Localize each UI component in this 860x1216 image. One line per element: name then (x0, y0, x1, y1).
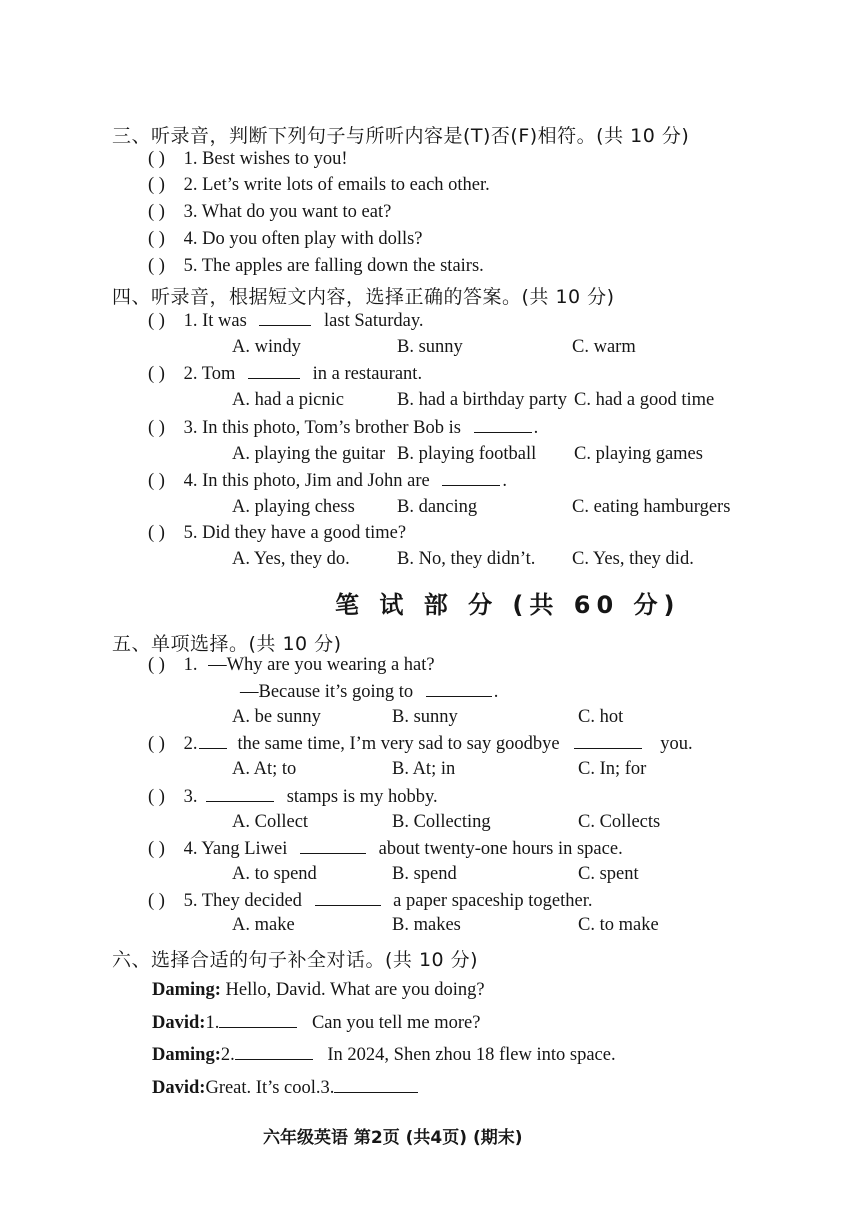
list-item (148, 149, 348, 170)
item-number: 2. (220, 1045, 235, 1065)
question-text: about twenty-one hours in space. (378, 839, 623, 859)
dialogue-line (152, 1044, 616, 1066)
dialogue-line (152, 1077, 418, 1099)
option-a: A. be sunny (232, 707, 321, 727)
answer-blank (315, 890, 381, 906)
page-footer: 六年级英语 第2页 (共4页) (期末) (263, 1128, 523, 1148)
option-c: C. Yes, they did. (572, 549, 694, 569)
question-text: in a restaurant. (312, 364, 423, 384)
question-row (148, 363, 422, 385)
question-text: . (493, 682, 499, 702)
question-row (240, 681, 498, 703)
answer-blank (219, 1012, 297, 1028)
item-number: 1. (183, 311, 198, 331)
option-a: A. Yes, they do. (232, 549, 350, 569)
question-text: —Because it’s going to (240, 682, 414, 702)
answer-blank (426, 681, 492, 697)
part5-heading: 五、单项选择。(共 10 分) (112, 633, 342, 655)
part3-heading: 三、听录音，判断下列句子与所听内容是(T)否(F)相符。(共 10 分) (112, 125, 690, 147)
answer-paren: ( ) (148, 839, 165, 859)
answer-paren: ( ) (148, 175, 165, 195)
question-row (148, 470, 507, 492)
answer-blank (259, 310, 311, 326)
question-row (148, 523, 406, 544)
item-number: 4. (183, 471, 198, 491)
option-b: B. sunny (392, 707, 458, 727)
written-section-title: 笔 试 部 分 (共 60 分) (335, 591, 681, 619)
part4-heading: 四、听录音，根据短文内容，选择正确的答案。(共 10 分) (112, 286, 615, 308)
answer-paren: ( ) (148, 734, 165, 754)
list-item (148, 229, 423, 250)
list-item (148, 202, 391, 223)
item-number: 3. (183, 418, 198, 438)
question-text: Yang Liwei (201, 839, 288, 859)
option-a: A. playing chess (232, 497, 355, 517)
item-number: 4. (183, 839, 198, 859)
speaker-label: Daming: (152, 1045, 221, 1065)
item-text: Do you often play with dolls? (202, 229, 423, 249)
question-text: Did they have a good time? (202, 523, 407, 543)
option-a: A. Collect (232, 812, 309, 832)
question-text: It was (202, 311, 247, 331)
dialogue-text: Can you tell me more? (311, 1013, 481, 1033)
question-row (148, 310, 424, 332)
answer-paren: ( ) (148, 418, 165, 438)
question-row (148, 417, 538, 439)
option-b: B. Collecting (392, 812, 491, 832)
item-number: 2. (183, 734, 198, 754)
item-number: 2. (183, 364, 198, 384)
question-text: you. (660, 734, 693, 754)
question-text: They decided (201, 891, 302, 911)
question-text: In this photo, Tom’s brother Bob is (202, 418, 461, 438)
question-row (148, 838, 623, 860)
answer-blank (300, 838, 366, 854)
question-row (148, 786, 438, 808)
answer-paren: ( ) (148, 149, 165, 169)
answer-paren: ( ) (148, 229, 165, 249)
option-c: C. to make (578, 915, 659, 935)
item-number: 5. (183, 256, 198, 276)
answer-paren: ( ) (148, 655, 165, 675)
option-c: C. spent (578, 864, 639, 884)
option-a: A. windy (232, 337, 301, 357)
question-row (148, 733, 693, 755)
item-number: 5. (183, 891, 198, 911)
answer-paren: ( ) (148, 202, 165, 222)
question-text: . (533, 418, 539, 438)
question-text: —Why are you wearing a hat? (208, 655, 435, 675)
answer-paren: ( ) (148, 523, 165, 543)
part6-heading: 六、选择合适的句子补全对话。(共 10 分) (112, 949, 479, 971)
item-number: 1. (205, 1013, 220, 1033)
speaker-label: Daming: (152, 980, 221, 1000)
option-a: A. At; to (232, 759, 297, 779)
question-text: last Saturday. (324, 311, 424, 331)
item-text: What do you want to eat? (201, 202, 392, 222)
option-b: B. No, they didn’t. (397, 549, 536, 569)
item-number: 3. (183, 787, 198, 807)
question-text: the same time, I’m very sad to say goodbye (237, 734, 560, 754)
option-c: C. eating hamburgers (572, 497, 731, 517)
answer-blank (235, 1044, 313, 1060)
option-b: B. playing football (397, 444, 537, 464)
item-text: Best wishes to you! (202, 149, 348, 169)
option-a: A. make (232, 915, 295, 935)
option-c: C. playing games (574, 444, 703, 464)
answer-blank (199, 733, 227, 749)
option-b: B. spend (392, 864, 457, 884)
option-a: A. to spend (232, 864, 317, 884)
dialogue-text: In 2024, Shen zhou 18 flew into space. (327, 1045, 616, 1065)
speaker-label: David: (152, 1013, 206, 1033)
option-a: A. playing the guitar (232, 444, 386, 464)
item-number: 2. (183, 175, 198, 195)
option-b: B. dancing (397, 497, 478, 517)
dialogue-line (152, 980, 485, 1001)
answer-paren: ( ) (148, 364, 165, 384)
item-number: 1. (183, 655, 198, 675)
dialogue-text: Hello, David. What are you doing? (225, 980, 485, 1000)
answer-blank (442, 470, 500, 486)
dialogue-text: Great. It’s cool.3. (205, 1078, 335, 1098)
list-item (148, 256, 484, 277)
list-item (148, 175, 490, 196)
question-text: In this photo, Jim and John are (202, 471, 430, 491)
option-b: B. sunny (397, 337, 463, 357)
option-b: B. makes (392, 915, 461, 935)
option-a: A. had a picnic (232, 390, 344, 410)
question-text: a paper spaceship together. (393, 891, 593, 911)
item-number: 1. (183, 149, 198, 169)
option-b: B. had a birthday party (397, 390, 568, 410)
option-c: C. hot (578, 707, 624, 727)
option-c: C. warm (572, 337, 636, 357)
dialogue-line (152, 1012, 480, 1034)
question-row (148, 890, 592, 912)
option-c: C. had a good time (574, 390, 715, 410)
item-number: 5. (183, 523, 198, 543)
option-b: B. At; in (392, 759, 456, 779)
item-number: 4. (183, 229, 198, 249)
answer-blank (248, 363, 300, 379)
item-number: 3. (183, 202, 198, 222)
speaker-label: David: (152, 1078, 206, 1098)
answer-paren: ( ) (148, 891, 165, 911)
question-text: . (502, 471, 507, 491)
answer-paren: ( ) (148, 256, 165, 276)
item-text: Let’s write lots of emails to each other. (202, 175, 490, 195)
question-row (148, 655, 435, 676)
option-c: C. Collects (578, 812, 661, 832)
answer-blank (574, 733, 642, 749)
answer-paren: ( ) (148, 471, 165, 491)
answer-paren: ( ) (148, 787, 165, 807)
option-c: C. In; for (578, 759, 647, 779)
answer-blank (206, 786, 274, 802)
answer-blank (334, 1077, 418, 1093)
answer-paren: ( ) (148, 311, 165, 331)
question-text: stamps is my hobby. (286, 787, 438, 807)
item-text: The apples are falling down the stairs. (201, 256, 484, 276)
question-text: Tom (201, 364, 236, 384)
answer-blank (474, 417, 532, 433)
